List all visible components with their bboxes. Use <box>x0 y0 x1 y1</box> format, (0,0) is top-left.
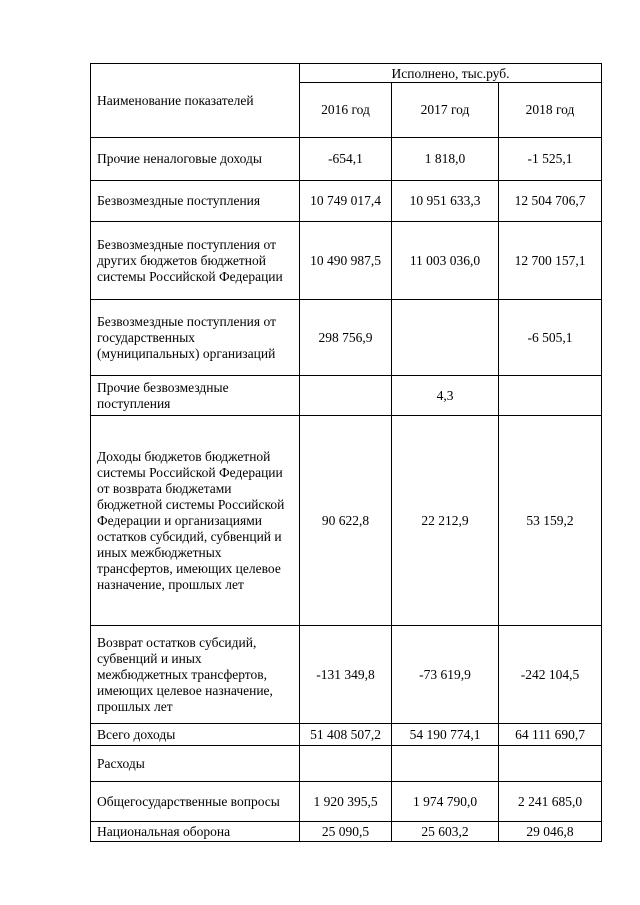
row-value-2018: -6 505,1 <box>499 300 602 376</box>
row-value-2016: 90 622,8 <box>300 416 392 626</box>
row-value-2016 <box>300 746 392 782</box>
row-value-2016: -654,1 <box>300 138 392 181</box>
row-value-2018: 53 159,2 <box>499 416 602 626</box>
table-row <box>91 181 602 222</box>
row-name: Безвозмездные поступления от других бюджетов бюджетной системы Российской Федерации <box>91 222 300 300</box>
row-name: Безвозмездные поступления от государственных (муниципальных) организаций <box>91 300 300 376</box>
header-name-label: Наименование показателей <box>97 92 254 108</box>
table-row <box>91 724 602 746</box>
row-value-2016: 51 408 507,2 <box>300 724 392 746</box>
row-value-2017: 1 974 790,0 <box>392 782 499 822</box>
row-value-2016: 1 920 395,5 <box>300 782 392 822</box>
header-year-2018: 2018 год <box>499 83 602 138</box>
row-value-2017: 1 818,0 <box>392 138 499 181</box>
row-value-2017: 25 603,2 <box>392 822 499 842</box>
header-name-cell <box>91 64 300 138</box>
header-group-cell <box>300 64 602 83</box>
row-value-2018: 12 504 706,7 <box>499 181 602 222</box>
table-row <box>91 782 602 822</box>
row-value-2018: 64 111 690,7 <box>499 724 602 746</box>
table-row <box>91 222 602 300</box>
row-name: Общегосударственные вопросы <box>91 782 300 822</box>
row-value-2016: 298 756,9 <box>300 300 392 376</box>
row-value-2018: -1 525,1 <box>499 138 602 181</box>
table-row <box>91 138 602 181</box>
row-value-2016: 25 090,5 <box>300 822 392 842</box>
table-row <box>91 626 602 724</box>
row-name: Прочие безвозмездные поступления <box>91 376 300 416</box>
row-value-2017 <box>392 300 499 376</box>
row-value-2017: 11 003 036,0 <box>392 222 499 300</box>
row-name: Прочие неналоговые доходы <box>91 138 300 181</box>
row-value-2016: 10 490 987,5 <box>300 222 392 300</box>
row-name: Всего доходы <box>91 724 300 746</box>
row-value-2016 <box>300 376 392 416</box>
row-value-2018: 2 241 685,0 <box>499 782 602 822</box>
row-value-2017 <box>392 746 499 782</box>
row-value-2018: 29 046,8 <box>499 822 602 842</box>
table-row <box>91 376 602 416</box>
table-row <box>91 300 602 376</box>
row-name: Национальная оборона <box>91 822 300 842</box>
budget-table <box>90 63 602 842</box>
row-value-2017: 54 190 774,1 <box>392 724 499 746</box>
header-group-label: Исполнено, тыс.руб. <box>391 66 510 81</box>
row-name: Возврат остатков субсидий, субвенций и иных межбюджетных трансфертов, имеющих целевое назначение, прошлых лет <box>91 626 300 724</box>
table-header-row <box>91 64 602 83</box>
row-value-2018: -242 104,5 <box>499 626 602 724</box>
row-value-2017: 22 212,9 <box>392 416 499 626</box>
row-value-2018 <box>499 376 602 416</box>
row-value-2017: 10 951 633,3 <box>392 181 499 222</box>
header-year-2016: 2016 год <box>300 83 392 138</box>
header-year-2017: 2017 год <box>392 83 499 138</box>
row-value-2016: -131 349,8 <box>300 626 392 724</box>
row-name: Доходы бюджетов бюджетной системы Российской Федерации от возврата бюджетами бюджетной системы Российской Федерации и организациями остатков субсидий, субвенций и иных межбюджетных трансфертов, имеющих целевое назначение, прошлых лет <box>91 416 300 626</box>
row-value-2018 <box>499 746 602 782</box>
row-value-2017: -73 619,9 <box>392 626 499 724</box>
table-row <box>91 746 602 782</box>
row-value-2017: 4,3 <box>392 376 499 416</box>
row-value-2018: 12 700 157,1 <box>499 222 602 300</box>
table-row <box>91 822 602 842</box>
row-name: Расходы <box>91 746 300 782</box>
table-row <box>91 416 602 626</box>
row-value-2016: 10 749 017,4 <box>300 181 392 222</box>
row-name: Безвозмездные поступления <box>91 181 300 222</box>
